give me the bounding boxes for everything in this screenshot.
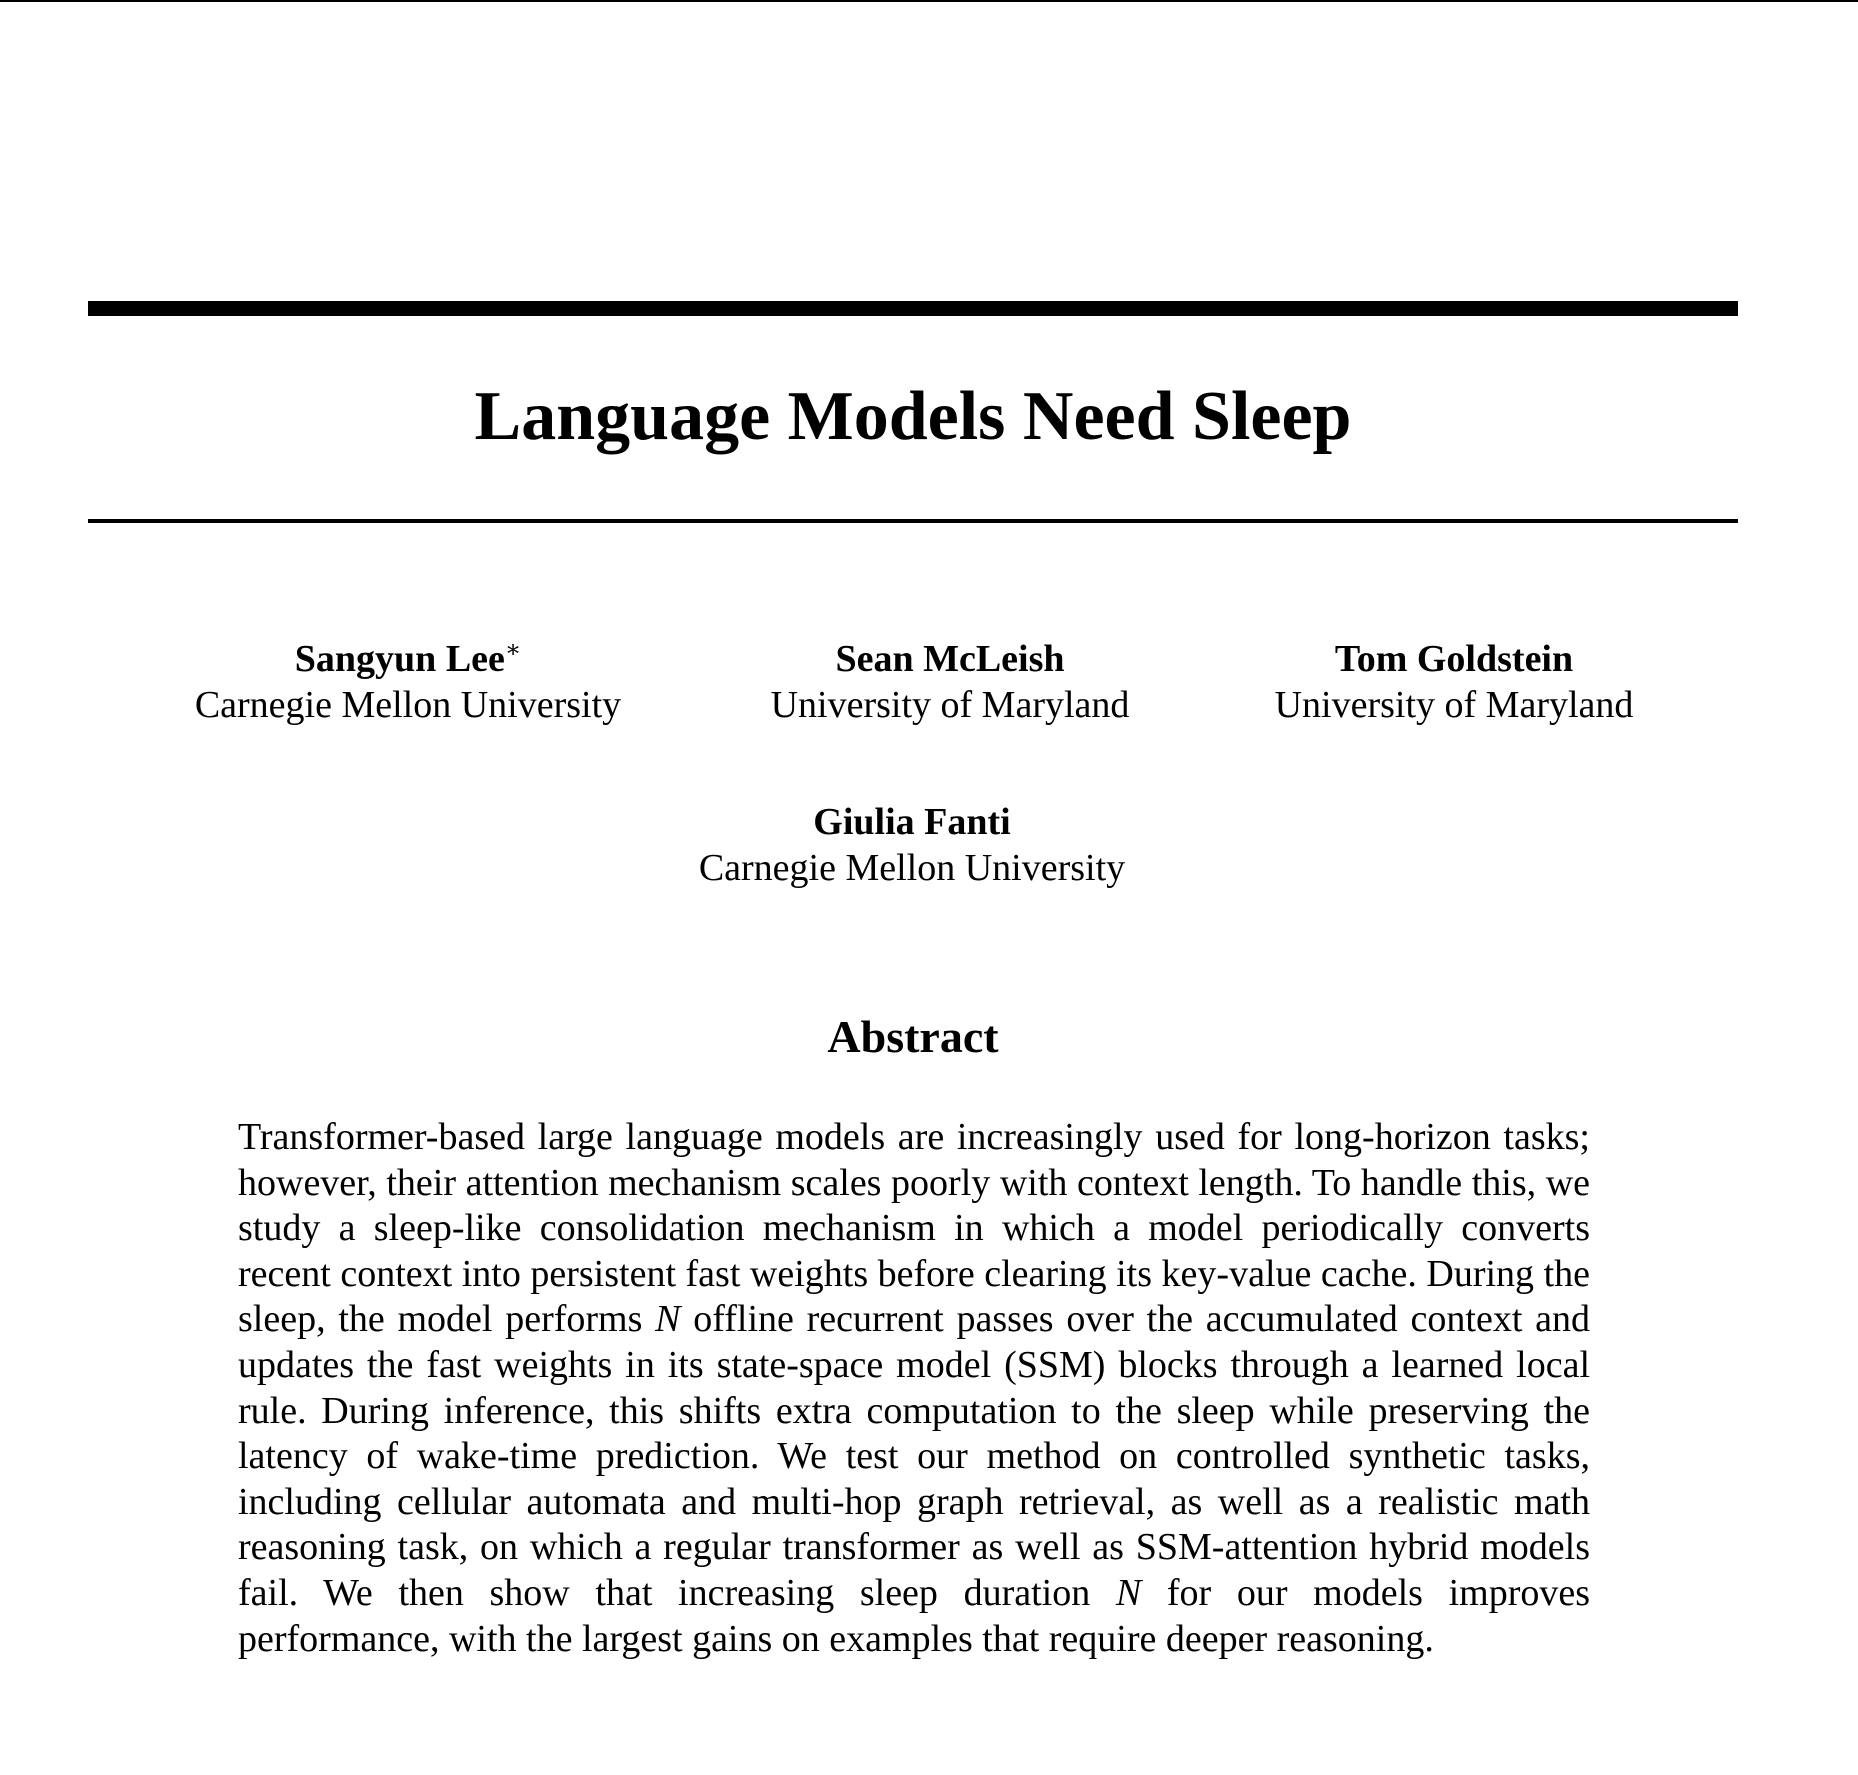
author-block — [612, 799, 1212, 891]
math-variable: N — [1115, 1571, 1142, 1614]
author-affiliation: University of Maryland — [1274, 684, 1634, 726]
author-affiliation: Carnegie Mellon University — [698, 847, 1126, 889]
abstract-text: Transformer-based large language models are increasingly used for long-horizon tasks; however, their attention mechanism scales poorly with context length. To handle this, we study a sleep-like consolidation mechanism in which a model periodically converts recent context into persistent fast weights before clearing its key-value cache. During the sleep, the model performs N offline recurrent passes over the accumulated context and updates the fast weights in its state-space model (SSM) blocks through a learned local rule. During inference, this shifts extra computation to the sleep while preserving the latency of wake-time prediction. We test our method on controlled synthetic tasks, including cellular automata and multi-hop graph retrieval, as well as a realistic math reasoning task, on which a regular transformer as well as SSM-attention hybrid models fail. We then show that increasing sleep duration N for our models improves performance, with the largest gains on examples that require deeper reasoning. — [238, 1116, 1590, 1660]
author-block — [108, 636, 708, 728]
paper-title: Language Models Need Sleep — [474, 378, 1352, 455]
author-affiliation: Carnegie Mellon University — [194, 684, 622, 726]
title-top-rule — [88, 301, 1738, 316]
math-variable: N — [655, 1298, 681, 1341]
author-name: Sangyun Lee∗ — [294, 637, 522, 680]
author-affiliation: University of Maryland — [770, 684, 1130, 726]
page-top-edge — [0, 0, 1858, 2]
author-name: Giulia Fanti — [813, 801, 1011, 843]
author-name: Tom Goldstein — [1334, 638, 1574, 680]
corresponding-author-mark: ∗ — [504, 637, 522, 663]
title-bottom-rule — [88, 519, 1738, 523]
abstract-heading: Abstract — [827, 1011, 999, 1062]
author-name: Sean McLeish — [835, 638, 1065, 680]
author-block — [1154, 636, 1754, 728]
